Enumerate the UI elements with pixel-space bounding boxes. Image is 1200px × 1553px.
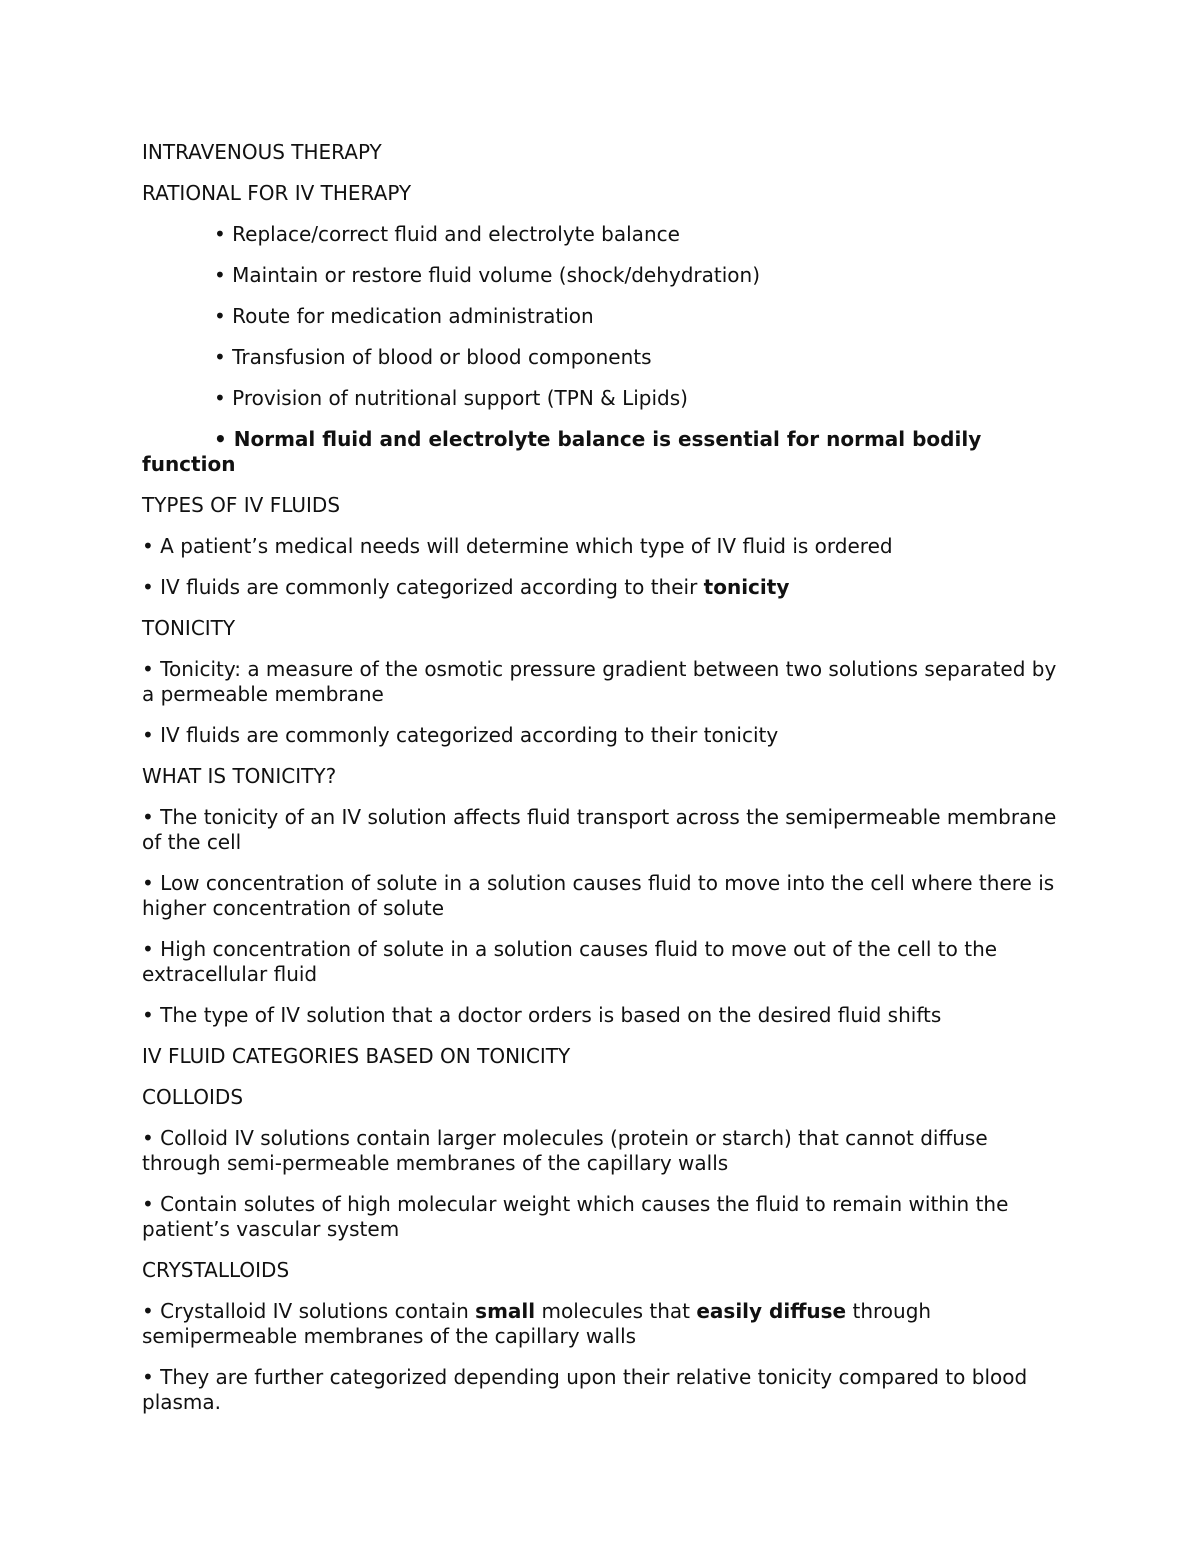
rationale-emphasis-bullet: •: [214, 427, 234, 451]
section-what-is-tonicity: [142, 764, 1062, 1028]
crystalloids-text: • Crystalloid IV solutions contain: [142, 1299, 476, 1323]
rationale-emphasis-line2: function: [142, 452, 236, 476]
section-heading-crystalloids: CRYSTALLOIDS: [142, 1258, 290, 1282]
what-item: • The type of IV solution that a doctor orders is based on the desired fluid shifts: [142, 1003, 942, 1027]
crystalloids-bold-small: small: [475, 1299, 536, 1323]
section-rationale: [142, 181, 1062, 477]
section-crystalloids: [142, 1258, 1062, 1415]
crystalloids-item: [142, 1299, 1062, 1349]
section-heading-categories: IV FLUID CATEGORIES BASED ON TONICITY: [142, 1044, 571, 1068]
what-item: • The tonicity of an IV solution affects fluid transport across the semipermeable membrane of the cell: [142, 805, 1057, 854]
types-item: • A patient’s medical needs will determine which type of IV fluid is ordered: [142, 534, 893, 558]
section-heading-what-is-tonicity: WHAT IS TONICITY?: [142, 764, 337, 788]
section-heading-colloids: COLLOIDS: [142, 1085, 244, 1109]
types-item: [142, 575, 1062, 600]
rationale-emphasis-text: Normal fluid and electrolyte balance is essential for normal bodily: [233, 427, 982, 451]
rationale-item: • Transfusion of blood or blood components: [214, 345, 652, 369]
colloids-item: • Colloid IV solutions contain larger molecules (protein or starch) that cannot diffuse through semi-permeable membranes of the capillary walls: [142, 1126, 988, 1175]
section-heading-tonicity: TONICITY: [142, 616, 236, 640]
section-tonicity: [142, 616, 1062, 748]
types-item-bold: tonicity: [703, 575, 790, 599]
rationale-item: • Replace/correct fluid and electrolyte balance: [214, 222, 680, 246]
section-types: [142, 493, 1062, 600]
document-page: [142, 140, 1062, 1431]
types-item-text: • IV fluids are commonly categorized according to their: [142, 575, 704, 599]
section-colloids: [142, 1085, 1062, 1242]
rationale-emphasis: [142, 427, 1062, 477]
crystalloids-item: • They are further categorized depending upon their relative tonicity compared to blood plasma.: [142, 1365, 1028, 1414]
rationale-item: • Route for medication administration: [214, 304, 594, 328]
tonicity-item: • Tonicity: a measure of the osmotic pressure gradient between two solutions separated by a permeable membrane: [142, 657, 1057, 706]
section-heading-rationale: RATIONAL FOR IV THERAPY: [142, 181, 412, 205]
rationale-item: • Provision of nutritional support (TPN & Lipids): [214, 386, 688, 410]
section-heading-types: TYPES OF IV FLUIDS: [142, 493, 341, 517]
rationale-emphasis-line1: [142, 427, 1062, 452]
what-item: • Low concentration of solute in a solution causes fluid to move into the cell where there is higher concentration of solute: [142, 871, 1055, 920]
crystalloids-text: through semipermeable membranes of the capillary walls: [142, 1299, 932, 1348]
rationale-item: • Maintain or restore fluid volume (shock/dehydration): [214, 263, 761, 287]
crystalloids-text: molecules that: [535, 1299, 697, 1323]
crystalloids-bold-easily-diffuse: easily diffuse: [696, 1299, 847, 1323]
what-item: • High concentration of solute in a solution causes fluid to move out of the cell to the extracellular fluid: [142, 937, 998, 986]
colloids-item: • Contain solutes of high molecular weight which causes the fluid to remain within the patient’s vascular system: [142, 1192, 1009, 1241]
document-title: INTRAVENOUS THERAPY: [142, 140, 382, 164]
tonicity-item: • IV fluids are commonly categorized according to their tonicity: [142, 723, 779, 747]
